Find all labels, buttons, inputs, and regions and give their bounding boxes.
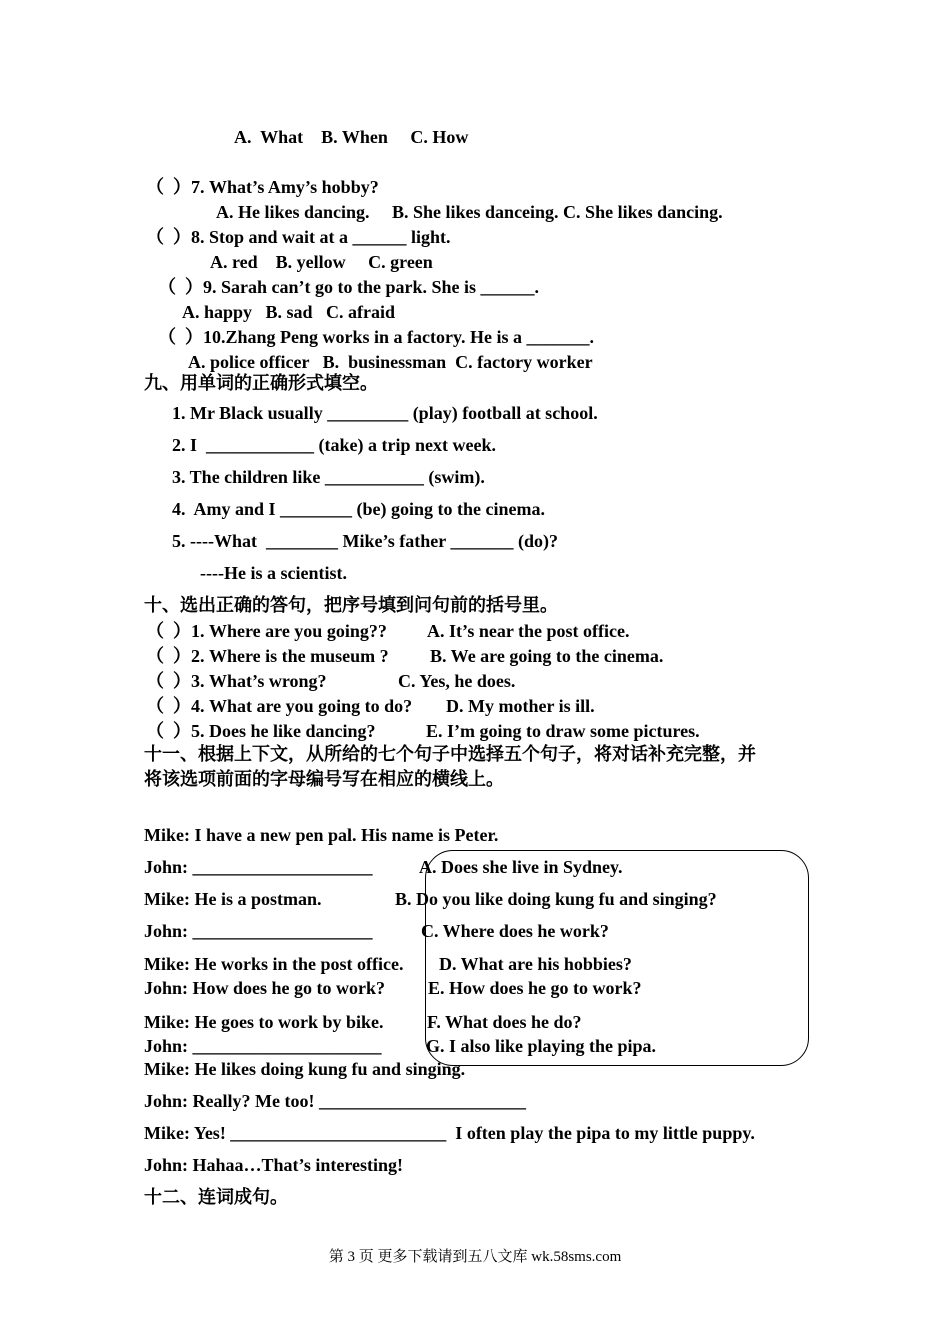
choice-item: G. I also like playing the pipa. — [426, 1036, 657, 1056]
q7-question: （ ）7. What’s Amy’s hobby? — [146, 177, 379, 197]
dialogue-line: Mike: He works in the post office. — [144, 954, 404, 974]
sec10-answer: E. I’m going to draw some pictures. — [426, 721, 700, 741]
q9-options: A. happy B. sad C. afraid — [182, 302, 396, 322]
dialogue-line: Mike: He is a postman. — [144, 889, 322, 909]
q6-options: A. What B. When C. How — [234, 127, 469, 147]
dialogue-line: John: ____________________ — [144, 921, 373, 941]
section-10-title: 十、选出正确的答句，把序号填到问句前的括号里。 — [144, 595, 558, 616]
section-11-title-cont: 将该选项前面的字母编号写在相应的横线上。 — [144, 769, 504, 790]
q8-question: （ ）8. Stop and wait at a ______ light. — [146, 227, 451, 247]
sec10-question: （ ）2. Where is the museum ? — [146, 646, 389, 666]
sec10-answer: C. Yes, he does. — [398, 671, 516, 691]
q10-options: A. police officer B. businessman C. factory worker — [188, 352, 593, 372]
choice-item: C. Where does he work? — [421, 921, 609, 941]
sec9-item: 4. Amy and I ________ (be) going to the cinema. — [172, 499, 545, 519]
sec10-answer: D. My mother is ill. — [446, 696, 595, 716]
sec10-question: （ ）1. Where are you going?? — [146, 621, 387, 641]
sec10-answer: B. We are going to the cinema. — [430, 646, 664, 666]
choice-item: A. Does she live in Sydney. — [419, 857, 623, 877]
choice-item: E. How does he go to work? — [428, 978, 642, 998]
dialogue-line: Mike: Yes! ________________________ I often play the pipa to my little puppy. — [144, 1123, 755, 1143]
q8-options: A. red B. yellow C. green — [210, 252, 433, 272]
dialogue-line: John: How does he go to work? — [144, 978, 386, 998]
sec9-item: 5. ----What ________ Mike’s father _______ (do)? — [172, 531, 558, 551]
sec9-item: 2. I ____________ (take) a trip next week. — [172, 435, 496, 455]
dialogue-line: John: Really? Me too! _______________________ — [144, 1091, 526, 1111]
q7-options: A. He likes dancing. B. She likes danceing. C. She likes dancing. — [216, 202, 723, 222]
sec9-item: 3. The children like ___________ (swim). — [172, 467, 485, 487]
dialogue-line: John: Hahaa…That’s interesting! — [144, 1155, 404, 1175]
q9-question: （ ）9. Sarah can’t go to the park. She is ______. — [158, 277, 540, 297]
page-footer: 第 3 页 更多下载请到五八文库 wk.58sms.com — [328, 1249, 622, 1265]
section-12-title: 十二、连词成句。 — [144, 1187, 288, 1208]
choice-item: F. What does he do? — [427, 1012, 582, 1032]
sec9-item: ----He is a scientist. — [200, 563, 347, 583]
q10-question: （ ）10.Zhang Peng works in a factory. He is a _______. — [158, 327, 595, 347]
dialogue-line: Mike: He goes to work by bike. — [144, 1012, 384, 1032]
sec10-question: （ ）5. Does he like dancing? — [146, 721, 376, 741]
sec10-question: （ ）4. What are you going to do? — [146, 696, 413, 716]
choice-item: D. What are his hobbies? — [439, 954, 632, 974]
sec10-answer: A. It’s near the post office. — [427, 621, 630, 641]
sec9-item: 1. Mr Black usually _________ (play) football at school. — [172, 403, 598, 423]
choice-item: B. Do you like doing kung fu and singing? — [395, 889, 717, 909]
dialogue-line: Mike: He likes doing kung fu and singing. — [144, 1059, 466, 1079]
section-11-title: 十一、根据上下文，从所给的七个句子中选择五个句子，将对话补充完整，并 — [144, 744, 756, 765]
sec10-question: （ ）3. What’s wrong? — [146, 671, 327, 691]
dialogue-line: John: _____________________ — [144, 1036, 382, 1056]
dialogue-line: Mike: I have a new pen pal. His name is Peter. — [144, 825, 499, 845]
dialogue-line: John: ____________________ — [144, 857, 373, 877]
section-9-title: 九、用单词的正确形式填空。 — [144, 373, 378, 394]
